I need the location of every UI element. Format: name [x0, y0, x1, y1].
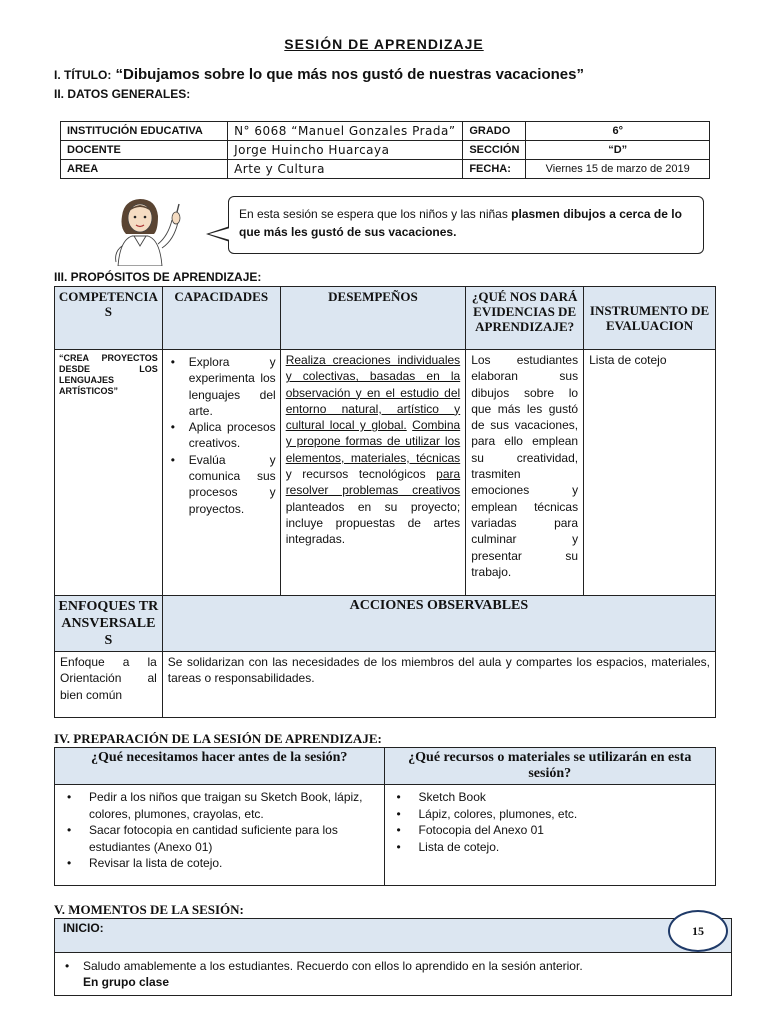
preparation-col2-cell [384, 785, 716, 886]
institution-value: N° 6068 “Manuel Gonzales Prada” [228, 122, 463, 141]
teacher-value: Jorge Huincho Huarcaya [228, 141, 463, 160]
capacidades-list [163, 350, 280, 517]
section-title-label: I. TÍTULO: [54, 68, 112, 82]
inicio-label: INICIO: [55, 919, 732, 953]
list-item: • Lápiz, colores, plumones, etc. [396, 806, 578, 821]
list-item: • Revisar la lista de cotejo. [67, 856, 223, 870]
list-item: • Pedir a los niños que traigan su Sketch Book, lápiz, colores, plumones, crayolas, etc. [67, 790, 363, 821]
table-row [55, 596, 716, 652]
table-row [61, 122, 710, 141]
institution-label: INSTITUCIÓN EDUCATIVA [61, 122, 228, 141]
table-row [61, 141, 710, 160]
header-instrumento: INSTRUMENTO DE EVALUACION [584, 287, 716, 350]
section-general-data-heading: II. DATOS GENERALES: [54, 87, 191, 101]
speech-bubble [228, 196, 704, 254]
document-title: SESIÓN DE APRENDIZAJE [284, 36, 484, 52]
inicio-body [55, 953, 732, 996]
desempeno-cell: Realiza creaciones individuales y colectivas, basadas en la observación y en el estudio del entorno natural, artístico y cultural local y global. Combina y propone formas de utilizar los elementos, materiales, técnicas y recursos tecnológicos para resolver problemas creativos planteados en su proyecto; incluye propuestas de artes integradas. [280, 350, 466, 596]
list-item: • Sketch Book [396, 790, 486, 804]
date-value: Viernes 15 de marzo de 2019 [526, 160, 710, 179]
inicio-subheading: En grupo clase [83, 975, 170, 989]
moments-table [54, 918, 732, 996]
grade-value: 6° [526, 122, 710, 141]
teacher-illustration [92, 196, 196, 266]
table-row [55, 919, 732, 953]
list-item: • Explora y experimenta los lenguajes del arte. [170, 355, 276, 418]
desempeno-part: para resolver problemas creativos [285, 467, 461, 498]
section-moments-heading: V. MOMENTOS DE LA SESIÓN: [54, 902, 244, 917]
table-row [55, 350, 716, 596]
desempeno-part: Combina y propone formas de utilizar los elementos, materiales, técnicas [285, 418, 461, 465]
teacher-label: DOCENTE [61, 141, 228, 160]
enfoque-cell: Enfoque a la Orientación al bien común [55, 652, 163, 718]
section-title-heading [54, 66, 584, 83]
list-item: • Fotocopia del Anexo 01 [396, 823, 544, 837]
preparation-col1-header: ¿Qué necesitamos hacer antes de la sesión? [55, 748, 385, 785]
acciones-header: ACCIONES OBSERVABLES [162, 596, 715, 652]
inicio-item: Saludo amablemente a los estudiantes. Recuerdo con ellos lo aprendido en la sesión anterior. [83, 959, 583, 973]
preparation-table [54, 747, 716, 886]
table-row [55, 785, 716, 886]
enfoques-header: ENFOQUES TRANSVERSALES [55, 596, 163, 652]
materials-list [385, 785, 716, 859]
section-preparation-heading: IV. PREPARACIÓN DE LA SESIÓN DE APRENDIZAJE: [54, 731, 382, 746]
desempeno-part: Realiza creaciones individuales y colectivas, basadas en la observación y en el estudio del entorno natural, artístico y cultural local y global. [285, 353, 461, 433]
table-row [55, 652, 716, 718]
instrumento-cell: Lista de cotejo [584, 350, 716, 596]
session-title: “Dibujamos sobre lo que más nos gustó de nuestras vacaciones” [115, 66, 584, 83]
area-label: AREA [61, 160, 228, 179]
header-evidencias: ¿QUÉ NOS DARÁ EVIDENCIAS DE APRENDIZAJE? [466, 287, 584, 350]
accion-cell: Se solidarizan con las necesidades de los miembros del aula y compartes los espacios, materiales, tareas o responsabilidades. [162, 652, 715, 718]
list-item: • Evalúa y comunica sus procesos y proyectos. [170, 452, 276, 516]
header-competencias: COMPETENCIAS [55, 287, 163, 350]
header-capacidades: CAPACIDADES [162, 287, 280, 350]
general-data-table [60, 121, 710, 179]
purposes-table [54, 286, 716, 718]
evidencia-cell: Los estudiantes elaboran sus dibujos sobre lo que más les gustó de sus vacaciones, para ello emplean su creatividad, trasmiten emociones y emplean técnicas variadas para culminar y presentar su trabajo. [466, 350, 584, 596]
table-header-row [55, 287, 716, 350]
table-header-row [55, 748, 716, 785]
page-number-badge: 15 [668, 910, 728, 952]
capacidades-cell [162, 350, 280, 596]
speech-bubble-bold-text: plasmen dibujos a cerca de lo que más les gustó de sus vacaciones. [239, 207, 682, 239]
preparation-col2-header: ¿Qué recursos o materiales se utilizarán en esta sesión? [384, 748, 716, 785]
list-item: • Sacar fotocopia en cantidad suficiente para los estudiantes (Anexo 01) [67, 823, 338, 854]
competencia-cell: “CREA PROYECTOS DESDE LOS LENGUAJES ARTÍSTICOS” [55, 350, 163, 596]
list-item: • Saludo amablemente a los estudiantes. Recuerdo con ellos lo aprendido en la sesión anterior. [65, 959, 583, 973]
section-value: “D” [526, 141, 710, 160]
speech-bubble-tail-inner [209, 228, 230, 240]
preparation-col1-cell [55, 785, 385, 886]
area-value: Arte y Cultura [228, 160, 463, 179]
list-item: • Aplica procesos creativos. [170, 420, 276, 451]
section-purposes-heading: III. PROPÓSITOS DE APRENDIZAJE: [54, 270, 262, 284]
header-desempenos: DESEMPEÑOS [280, 287, 466, 350]
speech-bubble-text: En esta sesión se espera que los niños y las niñas [239, 207, 512, 221]
preparation-list [55, 785, 384, 876]
grade-label: GRADO [463, 122, 526, 141]
table-row [55, 953, 732, 996]
section-label: SECCIÓN [463, 141, 526, 160]
date-label: FECHA: [463, 160, 526, 179]
list-item: • Lista de cotejo. [396, 839, 500, 854]
table-row [61, 160, 710, 179]
